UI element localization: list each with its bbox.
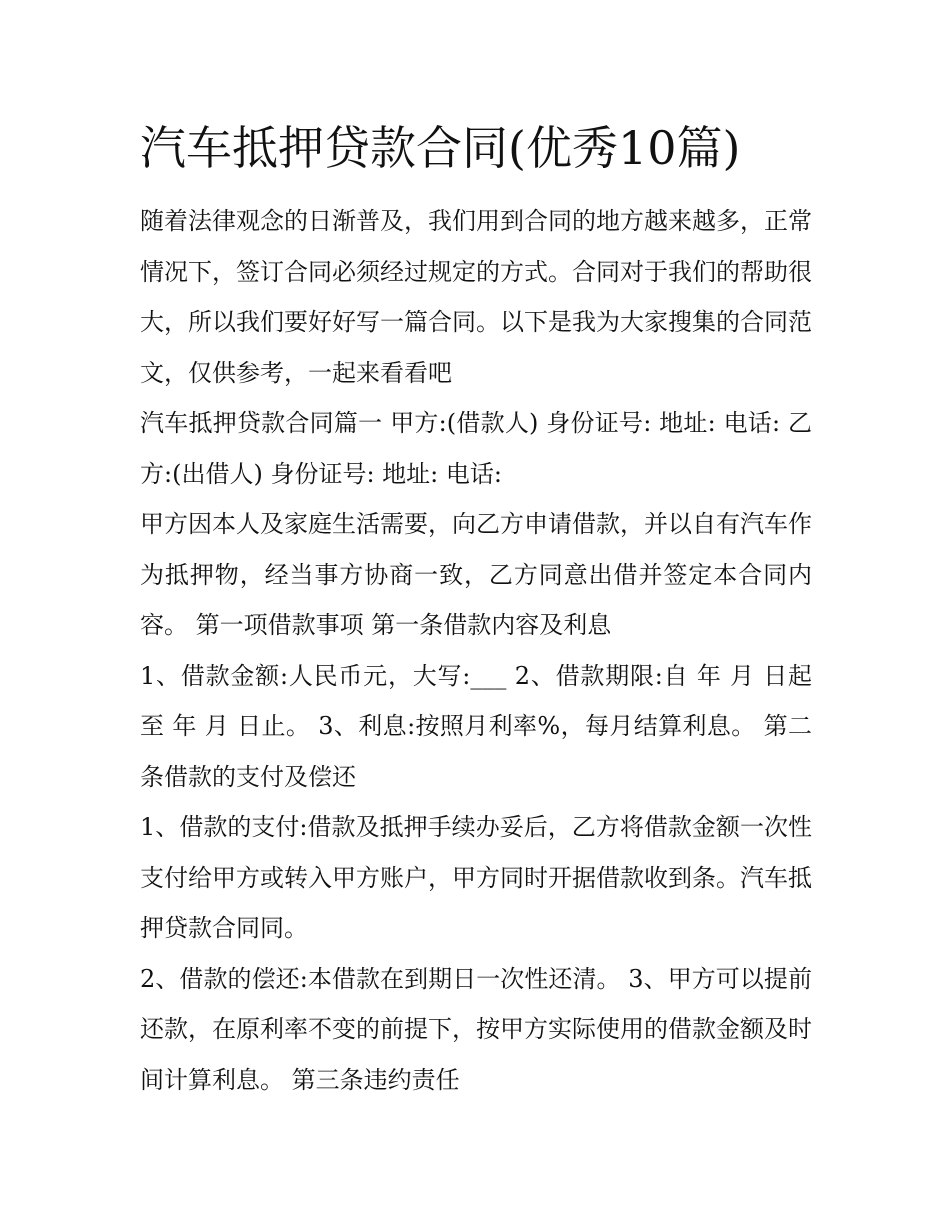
paragraph-parties: 汽车抵押贷款合同篇一 甲方:(借款人) 身份证号: 地址: 电话: 乙方:(出借人) 身份证号: 地址: 电话: bbox=[140, 409, 812, 488]
paragraph-loan-terms: 1、借款金额:人民币元，大写:___ 2、借款期限:自 年 月 日起至 年 月 日止。 3、利息:按照月利率%，每月结算利息。 第二条借款的支付及偿还 bbox=[140, 661, 812, 791]
paragraph-intro: 随着法律观念的日渐普及，我们用到合同的地方越来越多，正常情况下，签订合同必须经过规定的方式。合同对于我们的帮助很大，所以我们要好好写一篇合同。以下是我为大家搜集的合同范文，仅供参考，一起来看看吧 bbox=[140, 207, 812, 387]
paragraph-repayment: 2、借款的偿还:本借款在到期日一次性还清。 3、甲方可以提前还款，在原利率不变的前提下，按甲方实际使用的借款金额及时间计算利息。 第三条违约责任 bbox=[140, 964, 812, 1094]
paragraph-purpose: 甲方因本人及家庭生活需要，向乙方申请借款，并以自有汽车作为抵押物，经当事方协商一致，乙方同意出借并签定本合同内容。 第一项借款事项 第一条借款内容及利息 bbox=[140, 510, 812, 639]
document-content bbox=[140, 118, 812, 1105]
document-title: 汽车抵押贷款合同(优秀10篇) bbox=[140, 121, 741, 175]
paragraph-payment: 1、借款的支付:借款及抵押手续办妥后，乙方将借款金额一次性支付给甲方或转入甲方账户，甲方同时开据借款收到条。汽车抵押贷款合同同。 bbox=[140, 813, 812, 942]
